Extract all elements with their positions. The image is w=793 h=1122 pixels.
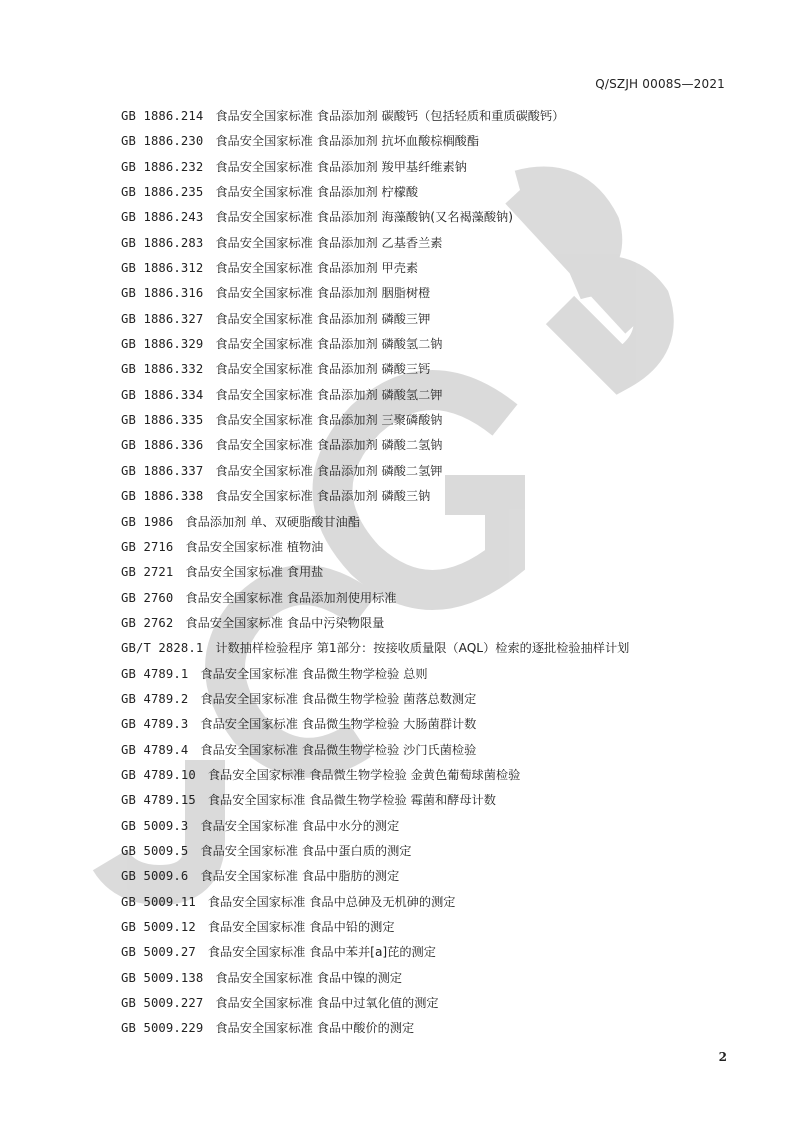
standard-title: 食品安全国家标准 食品微生物学检验 大肠菌群计数 bbox=[200, 717, 477, 732]
standard-code: GB 5009.138 bbox=[121, 970, 204, 985]
standard-code: GB 1886.243 bbox=[121, 210, 204, 225]
standard-code: GB 1886.335 bbox=[121, 413, 204, 428]
standard-title: 食品安全国家标准 食品添加剂 柠檬酸 bbox=[215, 185, 419, 200]
standard-code: GB 5009.229 bbox=[121, 1021, 204, 1036]
reference-item bbox=[121, 281, 733, 306]
reference-item bbox=[121, 383, 733, 408]
reference-item bbox=[121, 180, 733, 205]
standard-code: GB 2760 bbox=[121, 590, 174, 605]
standard-code: GB 2716 bbox=[121, 539, 174, 554]
reference-item bbox=[121, 484, 733, 509]
standard-title: 食品安全国家标准 食品微生物学检验 沙门氏菌检验 bbox=[200, 742, 477, 757]
standard-title: 食品安全国家标准 食品中污染物限量 bbox=[185, 615, 385, 630]
standard-title: 食品安全国家标准 食品添加剂 抗坏血酸棕榈酸酯 bbox=[215, 134, 480, 149]
standard-code: GB 5009.3 bbox=[121, 818, 189, 833]
standard-code: GB 1886.214 bbox=[121, 109, 204, 123]
standard-title: 食品安全国家标准 食品添加剂 磷酸三钙 bbox=[215, 362, 431, 377]
standard-code: GB 1886.230 bbox=[121, 134, 204, 149]
reference-item bbox=[121, 256, 733, 281]
standard-code: GB 2762 bbox=[121, 615, 174, 630]
standard-title: 食品安全国家标准 食品添加剂 碳酸钙（包括轻质和重质碳酸钙） bbox=[215, 109, 565, 123]
reference-item bbox=[121, 814, 733, 839]
reference-item bbox=[121, 915, 733, 940]
standard-title: 食品安全国家标准 食品添加剂 海藻酸钠(又名褐藻酸钠) bbox=[215, 210, 513, 225]
standard-code: GB 4789.1 bbox=[121, 666, 189, 681]
reference-item bbox=[121, 788, 733, 813]
standard-title: 食品安全国家标准 食品中蛋白质的测定 bbox=[200, 843, 412, 858]
standard-title: 食品安全国家标准 食品微生物学检验 金黄色葡萄球菌检验 bbox=[207, 767, 521, 782]
reference-item bbox=[121, 687, 733, 712]
reference-item bbox=[121, 104, 733, 129]
standard-code: GB 1886.232 bbox=[121, 159, 204, 174]
standard-title: 食品安全国家标准 食品微生物学检验 总则 bbox=[200, 666, 428, 681]
standard-code: GB 4789.15 bbox=[121, 793, 196, 808]
reference-item bbox=[121, 890, 733, 915]
standard-title: 食品安全国家标准 食用盐 bbox=[185, 565, 324, 580]
standard-title: 食品添加剂 单、双硬脂酸甘油酯 bbox=[185, 514, 360, 529]
standard-title: 食品安全国家标准 食品添加剂 磷酸二氢钾 bbox=[215, 463, 443, 478]
reference-item bbox=[121, 662, 733, 687]
standard-code: GB 1886.312 bbox=[121, 261, 204, 276]
reference-item bbox=[121, 940, 733, 965]
standard-title: 食品安全国家标准 食品添加剂 羧甲基纤维素钠 bbox=[215, 159, 467, 174]
reference-item bbox=[121, 712, 733, 737]
standard-title: 食品安全国家标准 食品添加剂 磷酸氢二钠 bbox=[215, 337, 443, 352]
reference-item bbox=[121, 991, 733, 1016]
standard-code: GB 1886.338 bbox=[121, 489, 204, 504]
reference-item bbox=[121, 433, 733, 458]
reference-item bbox=[121, 560, 733, 585]
standard-code: GB 4789.10 bbox=[121, 767, 196, 782]
reference-item bbox=[121, 408, 733, 433]
standard-title: 食品安全国家标准 食品中苯并[a]芘的测定 bbox=[207, 945, 436, 960]
standard-code: GB 5009.12 bbox=[121, 920, 196, 934]
reference-item bbox=[121, 357, 733, 382]
standard-title: 食品安全国家标准 食品中过氧化值的测定 bbox=[215, 996, 439, 1011]
standard-title: 食品安全国家标准 食品中脂肪的测定 bbox=[200, 869, 400, 884]
standard-code: GB 1886.316 bbox=[121, 286, 204, 301]
reference-item bbox=[121, 307, 733, 332]
reference-item bbox=[121, 839, 733, 864]
standard-title: 食品安全国家标准 食品添加剂 磷酸氢二钾 bbox=[215, 387, 443, 402]
standard-code: GB 1886.337 bbox=[121, 463, 204, 478]
reference-item bbox=[121, 459, 733, 484]
standard-title: 食品安全国家标准 食品添加剂 甲壳素 bbox=[215, 261, 419, 276]
standard-title: 计数抽样检验程序 第1部分：按接收质量限（AQL）检索的逐批检验抽样计划 bbox=[215, 641, 630, 656]
standard-code: GB 5009.6 bbox=[121, 869, 189, 884]
standard-title: 食品安全国家标准 食品添加剂 胭脂树橙 bbox=[215, 286, 431, 301]
standard-code: GB 5009.5 bbox=[121, 843, 189, 858]
reference-item bbox=[121, 155, 733, 180]
standard-code: GB 5009.27 bbox=[121, 945, 196, 960]
standard-code: GB 4789.2 bbox=[121, 691, 189, 706]
reference-item bbox=[121, 332, 733, 357]
standard-code: GB 1886.329 bbox=[121, 337, 204, 352]
standard-title: 食品安全国家标准 食品中总砷及无机砷的测定 bbox=[207, 894, 456, 909]
reference-item bbox=[121, 231, 733, 256]
standard-code: GB 1886.336 bbox=[121, 438, 204, 453]
standard-code: GB 1886.327 bbox=[121, 311, 204, 326]
standard-title: 食品安全国家标准 食品添加剂 磷酸二氢钠 bbox=[215, 438, 443, 453]
standard-title: 食品安全国家标准 食品中酸价的测定 bbox=[215, 1021, 415, 1036]
reference-item bbox=[121, 1016, 733, 1041]
reference-item bbox=[121, 205, 733, 230]
standard-title: 食品安全国家标准 食品添加剂 磷酸三钾 bbox=[215, 311, 431, 326]
standard-code: GB 1886.332 bbox=[121, 362, 204, 377]
standard-code: GB 1886.283 bbox=[121, 235, 204, 250]
reference-item bbox=[121, 864, 733, 889]
standard-title: 食品安全国家标准 食品中镍的测定 bbox=[215, 970, 403, 985]
standard-code: GB 5009.11 bbox=[121, 894, 196, 909]
standard-title: 食品安全国家标准 食品添加剂 磷酸三钠 bbox=[215, 489, 431, 504]
standard-code: GB 1886.235 bbox=[121, 185, 204, 200]
standard-title: 食品安全国家标准 食品微生物学检验 菌落总数测定 bbox=[200, 691, 477, 706]
standard-title: 食品安全国家标准 食品添加剂使用标准 bbox=[185, 590, 397, 605]
standard-code: GB 4789.3 bbox=[121, 717, 189, 732]
standard-code: GB 1986 bbox=[121, 514, 174, 529]
standard-code: GB 4789.4 bbox=[121, 742, 189, 757]
standard-code: GB/T 2828.1 bbox=[121, 641, 204, 656]
standard-title: 食品安全国家标准 食品中水分的测定 bbox=[200, 818, 400, 833]
standard-title: 食品安全国家标准 植物油 bbox=[185, 539, 324, 554]
normative-reference-list bbox=[121, 104, 733, 1042]
standard-code: GB 5009.227 bbox=[121, 996, 204, 1011]
reference-item bbox=[121, 763, 733, 788]
standard-title: 食品安全国家标准 食品添加剂 乙基香兰素 bbox=[215, 235, 443, 250]
reference-item bbox=[121, 636, 733, 661]
page-number: 2 bbox=[718, 1050, 727, 1064]
standard-code: GB 2721 bbox=[121, 565, 174, 580]
reference-item bbox=[121, 738, 733, 763]
standard-title: 食品安全国家标准 食品微生物学检验 霉菌和酵母计数 bbox=[207, 793, 496, 808]
standard-title: 食品安全国家标准 食品添加剂 三聚磷酸钠 bbox=[215, 413, 443, 428]
reference-item bbox=[121, 535, 733, 560]
reference-item bbox=[121, 586, 733, 611]
reference-item bbox=[121, 510, 733, 535]
standard-code: GB 1886.334 bbox=[121, 387, 204, 402]
reference-item bbox=[121, 966, 733, 991]
document-code-header: Q/SZJH 0008S—2021 bbox=[595, 77, 725, 91]
reference-item bbox=[121, 611, 733, 636]
standard-title: 食品安全国家标准 食品中铅的测定 bbox=[207, 920, 395, 934]
reference-item bbox=[121, 129, 733, 154]
